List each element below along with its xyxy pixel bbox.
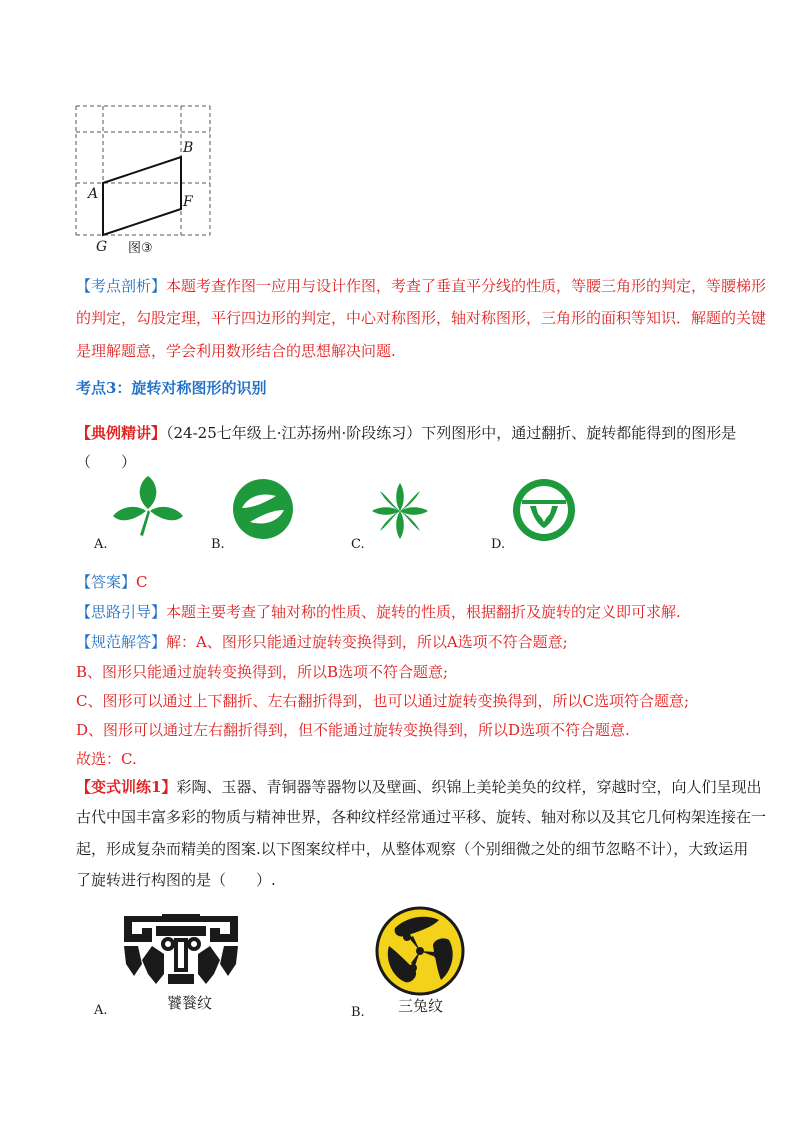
variant-option-a-label: A. (94, 1003, 108, 1018)
variant-tag: 【变式训练1】 (76, 778, 177, 796)
solution-tag: 【规范解答】 (76, 633, 167, 651)
option-a-leaf-icon (113, 476, 183, 538)
analysis-line-3: 是理解题意，学会利用数形结合的思想解决问题. (76, 342, 396, 360)
solution-line-3: C、图形可以通过上下翻折、左右翻折得到，也可以通过旋转变换得到，所以C选项符合题意; (76, 692, 690, 710)
variant-option-a-caption: 饕餮纹 (167, 994, 213, 1012)
solution-line-1: 【规范解答】解：A、图形只能通过旋转变换得到，所以A选项不符合题意; (76, 633, 568, 651)
label-f: F (183, 194, 193, 210)
option-b-label: B. (211, 537, 225, 552)
taotie-pattern-image (122, 912, 240, 990)
option-c-label: C. (351, 537, 365, 552)
option-a-label: A. (94, 537, 108, 552)
label-b: B (183, 140, 194, 156)
figure-3-grid (70, 100, 220, 260)
example-line-2: （ ） (76, 453, 137, 471)
solution-line-2: B、图形只能通过旋转变换得到，所以B选项不符合题意; (76, 663, 449, 681)
option-d-emblem-icon (512, 478, 576, 542)
variant-line-4: 了旋转进行构图的是（ ）. (76, 871, 276, 889)
variant-line-1: 【变式训练1】彩陶、玉器、青铜器等器物以及壁画、织锦上美轮美奂的纹样，穿越时空，向人们呈现出 (76, 778, 762, 796)
variant-option-b-caption: 三兔纹 (398, 997, 444, 1015)
variant-line-3: 起，形成复杂而精美的图案.以下图案纹样中，从整体观察（个别细微之处的细节忽略不计），大致运用 (76, 840, 749, 858)
parallelogram (103, 157, 181, 235)
option-d-label: D. (491, 537, 506, 552)
label-g: G (96, 239, 108, 255)
solution-line-5: 故选：C. (76, 750, 137, 768)
answer-tag: 【答案】 (76, 573, 137, 591)
answer-value: C (136, 573, 148, 591)
answer-line (76, 571, 148, 592)
analysis-line-2: 的判定，勾股定理，平行四边形的判定，中心对称图形，轴对称图形，三角形的面积等知识．解题的关键 (76, 309, 767, 327)
hint-line: 【思路引导】本题主要考查了轴对称的性质、旋转的性质，根据翻折及旋转的定义即可求解. (76, 603, 681, 621)
hint-tag: 【思路引导】 (76, 603, 167, 621)
analysis-tag: 【考点剖析】 (76, 277, 167, 295)
section-title: 考点3：旋转对称图形的识别 (76, 379, 267, 397)
example-line-1: 【典例精讲】（24-25七年级上·江苏扬州·阶段练习）下列图形中，通过翻折、旋转都能得到的图形是 (76, 424, 737, 442)
three-rabbits-pattern-image (375, 906, 465, 996)
label-a: A (88, 186, 99, 202)
solution-line-4: D、图形可以通过左右翻折得到，但不能通过旋转变换得到，所以D选项不符合题意. (76, 721, 630, 739)
figure-caption: 图③ (128, 241, 153, 256)
example-tag: 【典例精讲】 (76, 424, 167, 442)
option-b-circle-leaf-icon (232, 478, 294, 540)
option-c-flower-icon (370, 481, 430, 541)
analysis-line-1: 【考点剖析】本题考查作图一应用与设计作图，考查了垂直平分线的性质，等腰三角形的判定，等腰梯形 (76, 277, 767, 295)
variant-line-2: 古代中国丰富多彩的物质与精神世界，各种纹样经常通过平移、旋转、轴对称以及其它几何构架连接在一 (76, 808, 767, 826)
variant-option-b-label: B. (351, 1005, 365, 1020)
